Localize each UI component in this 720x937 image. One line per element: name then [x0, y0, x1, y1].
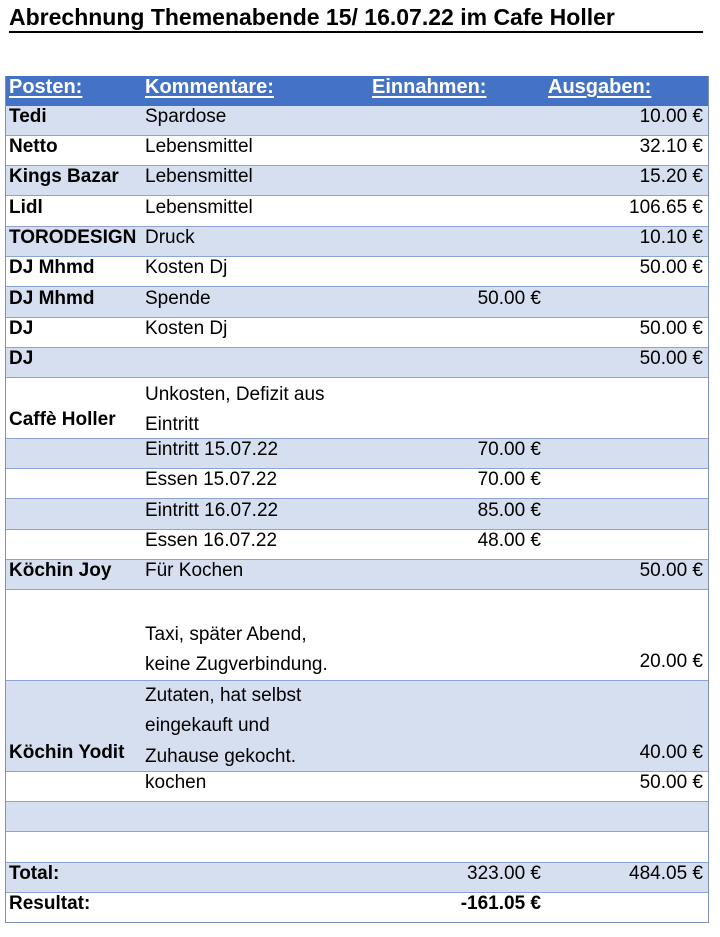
posten-cell: DJ Mhmd	[9, 257, 95, 278]
title-underline	[9, 31, 703, 33]
kommentar-line: Eintritt	[145, 414, 199, 436]
table-row	[6, 257, 708, 287]
kommentar-cell: Kosten Dj	[145, 257, 228, 278]
posten-cell: Lidl	[9, 197, 43, 218]
table-row	[6, 106, 708, 136]
kommentar-cell: Spende	[145, 288, 211, 309]
einnahmen-cell: 70.00 €	[477, 439, 541, 460]
posten-cell: TORODESIGN	[9, 227, 137, 248]
total-ausgaben: 484.05 €	[629, 863, 703, 884]
ausgaben-cell: 50.00 €	[639, 257, 703, 278]
kommentar-multiline	[145, 590, 328, 681]
table-row	[6, 560, 708, 590]
ausgaben-cell: 40.00 €	[639, 742, 703, 763]
einnahmen-cell: 85.00 €	[477, 500, 541, 521]
table-row	[6, 378, 708, 439]
header-kommentare: Kommentare:	[145, 76, 274, 98]
kommentar-cell: Essen 16.07.22	[145, 530, 278, 551]
table-row	[6, 166, 708, 196]
kommentar-line: Unkosten, Defizit aus	[145, 384, 325, 405]
resultat-value: -161.05 €	[460, 893, 541, 914]
table-row	[6, 287, 708, 318]
header-ausgaben: Ausgaben:	[548, 76, 652, 98]
kommentar-line: Taxi, später Abend,	[145, 624, 307, 645]
table-row	[6, 439, 708, 469]
ausgaben-cell: 10.00 €	[639, 106, 703, 127]
einnahmen-cell: 50.00 €	[477, 288, 541, 309]
table-row	[6, 318, 708, 348]
ausgaben-cell: 15.20 €	[639, 166, 703, 187]
posten-cell: DJ	[9, 348, 34, 369]
total-einnahmen: 323.00 €	[467, 863, 541, 884]
kommentar-cell: Kosten Dj	[145, 318, 228, 339]
table-row	[6, 590, 708, 681]
table-row	[6, 802, 708, 832]
posten-cell: Kings Bazar	[9, 166, 119, 187]
posten-cell: DJ Mhmd	[9, 288, 95, 309]
kommentar-cell: Lebensmittel	[145, 136, 253, 157]
kommentar-cell: Lebensmittel	[145, 166, 253, 187]
kommentar-cell: Spardose	[145, 106, 227, 127]
header-posten: Posten:	[9, 76, 83, 98]
posten-cell: Köchin Yodit	[9, 742, 125, 763]
kommentar-cell: Eintritt 15.07.22	[145, 439, 279, 460]
total-row	[6, 863, 708, 893]
kommentar-line: Zutaten, hat selbst	[145, 685, 302, 706]
table-row	[6, 469, 708, 499]
ausgaben-cell: 50.00 €	[639, 772, 703, 793]
ausgaben-cell: 50.00 €	[639, 348, 703, 369]
kommentar-line: eingekauft und	[145, 715, 270, 737]
table-row	[6, 681, 708, 772]
kommentar-multiline	[145, 380, 325, 441]
table-header-row	[6, 76, 708, 106]
kommentar-cell: Für Kochen	[145, 560, 244, 581]
posten-cell: Netto	[9, 136, 58, 157]
kommentar-line	[145, 590, 328, 620]
resultat-row	[6, 893, 708, 923]
posten-cell: Caffè Holler	[9, 409, 116, 430]
posten-cell: DJ	[9, 318, 34, 339]
table-row	[6, 499, 708, 530]
kommentar-cell: Druck	[145, 227, 195, 248]
einnahmen-cell: 48.00 €	[477, 530, 541, 551]
document-title: Abrechnung Themenabende 15/ 16.07.22 im Cafe Holler	[9, 4, 615, 30]
total-label: Total:	[9, 863, 60, 884]
ausgaben-cell: 32.10 €	[639, 136, 703, 157]
accounting-table	[5, 76, 709, 923]
table-row	[6, 832, 708, 863]
ausgaben-cell: 106.65 €	[629, 197, 703, 218]
ausgaben-cell: 10.10 €	[639, 227, 703, 248]
posten-cell: Köchin Joy	[9, 560, 112, 581]
ausgaben-cell: 20.00 €	[639, 651, 703, 672]
header-einnahmen: Einnahmen:	[372, 76, 487, 98]
kommentar-cell: kochen	[145, 772, 207, 793]
table-row	[6, 772, 708, 802]
posten-cell: Tedi	[9, 106, 47, 127]
kommentar-cell: Essen 15.07.22	[145, 469, 278, 490]
table-row	[6, 348, 708, 378]
kommentar-cell: Lebensmittel	[145, 197, 253, 218]
kommentar-cell: Eintritt 16.07.22	[145, 500, 279, 521]
einnahmen-cell: 70.00 €	[477, 469, 541, 490]
kommentar-line: keine Zugverbindung.	[145, 654, 328, 676]
kommentar-multiline	[145, 681, 301, 772]
kommentar-line: Zuhause gekocht.	[145, 745, 297, 767]
ausgaben-cell: 50.00 €	[639, 560, 703, 581]
table-row	[6, 227, 708, 257]
ausgaben-cell: 50.00 €	[639, 318, 703, 339]
resultat-label: Resultat:	[9, 893, 91, 914]
